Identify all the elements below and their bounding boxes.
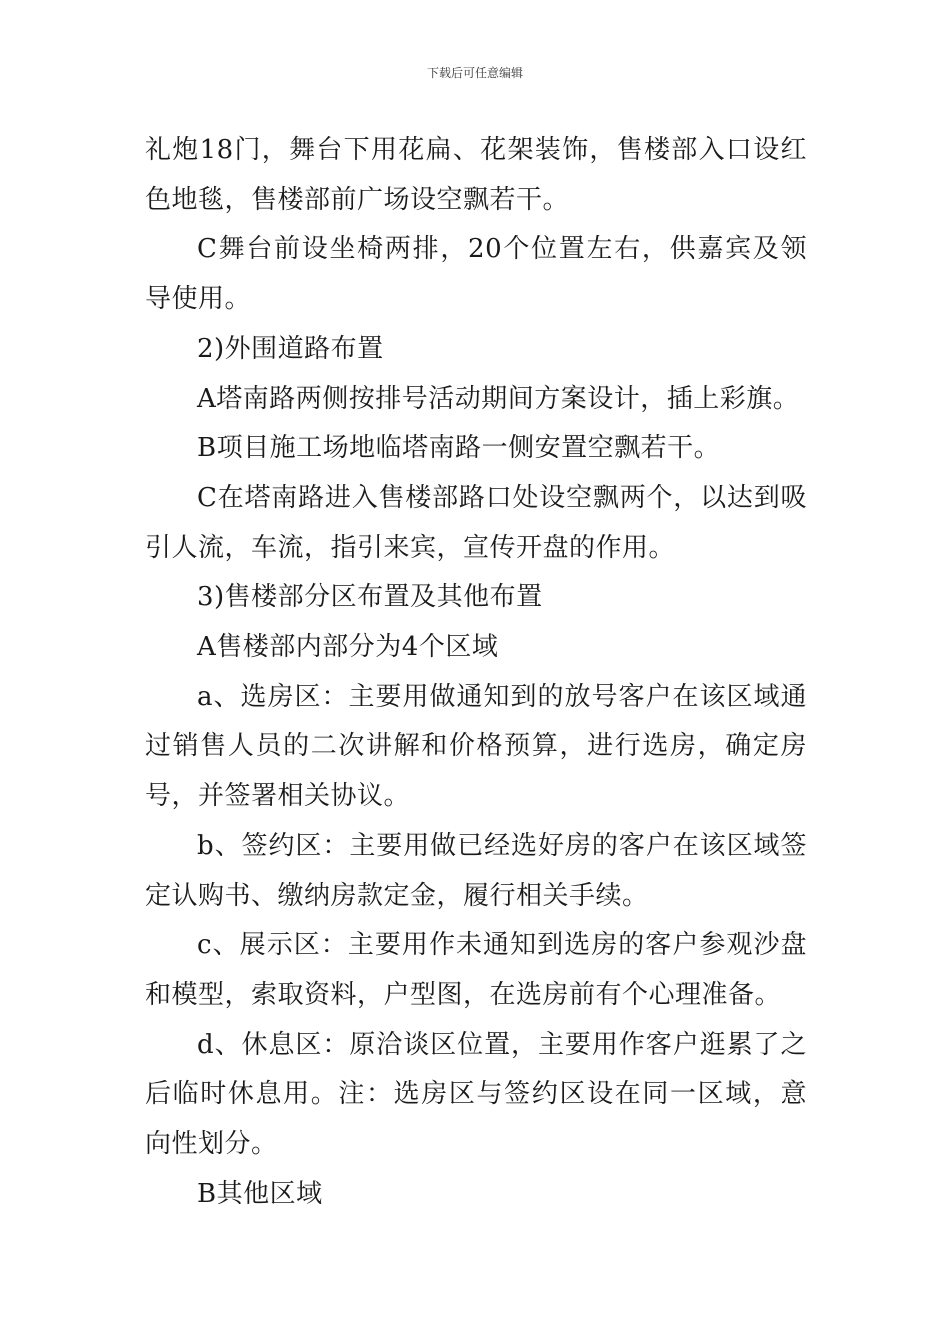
- paragraph-8: A售楼部内部分为4个区域: [197, 632, 499, 663]
- paragraph-1: 礼炮18门，舞台下用花扁、花架装饰，售楼部入口设红色地毯，售楼部前广场设空飘若干。: [145, 135, 807, 215]
- document-body: [145, 126, 807, 1219]
- paragraph-6: C在塔南路进入售楼部路口处设空飘两个，以达到吸引人流，车流，指引来宾，宣传开盘的作用。: [145, 482, 807, 563]
- paragraph-2: C舞台前设坐椅两排，20个位置左右，供嘉宾及领导使用。: [145, 234, 807, 315]
- section-heading-3: 3)售楼部分区布置及其他布置: [197, 582, 543, 613]
- paragraph-9: a、选房区：主要用做通知到的放号客户在该区域通过销售人员的二次讲解和价格预算，进行选房，确定房号，并签署相关协议。: [145, 681, 807, 812]
- paragraph-12: d、休息区：原洽谈区位置，主要用作客户逛累了之后临时休息用。注：选房区与签约区设在同一区域，意向性划分。: [145, 1029, 807, 1160]
- paragraph-10: b、签约区：主要用做已经选好房的客户在该区域签定认购书、缴纳房款定金，履行相关手续。: [145, 830, 807, 911]
- paragraph-13: B其他区域: [197, 1178, 323, 1209]
- paragraph-4: A塔南路两侧按排号活动期间方案设计，插上彩旗。: [197, 383, 800, 414]
- paragraph-11: c、展示区：主要用作未通知到选房的客户参观沙盘和模型，索取资料，户型图，在选房前有个心理准备。: [145, 930, 807, 1010]
- page-header-note: 下载后可任意编辑: [426, 66, 523, 80]
- section-heading-2: 2)外围道路布置: [197, 333, 384, 364]
- paragraph-5: B项目施工场地临塔南路一侧安置空飘若干。: [197, 433, 721, 464]
